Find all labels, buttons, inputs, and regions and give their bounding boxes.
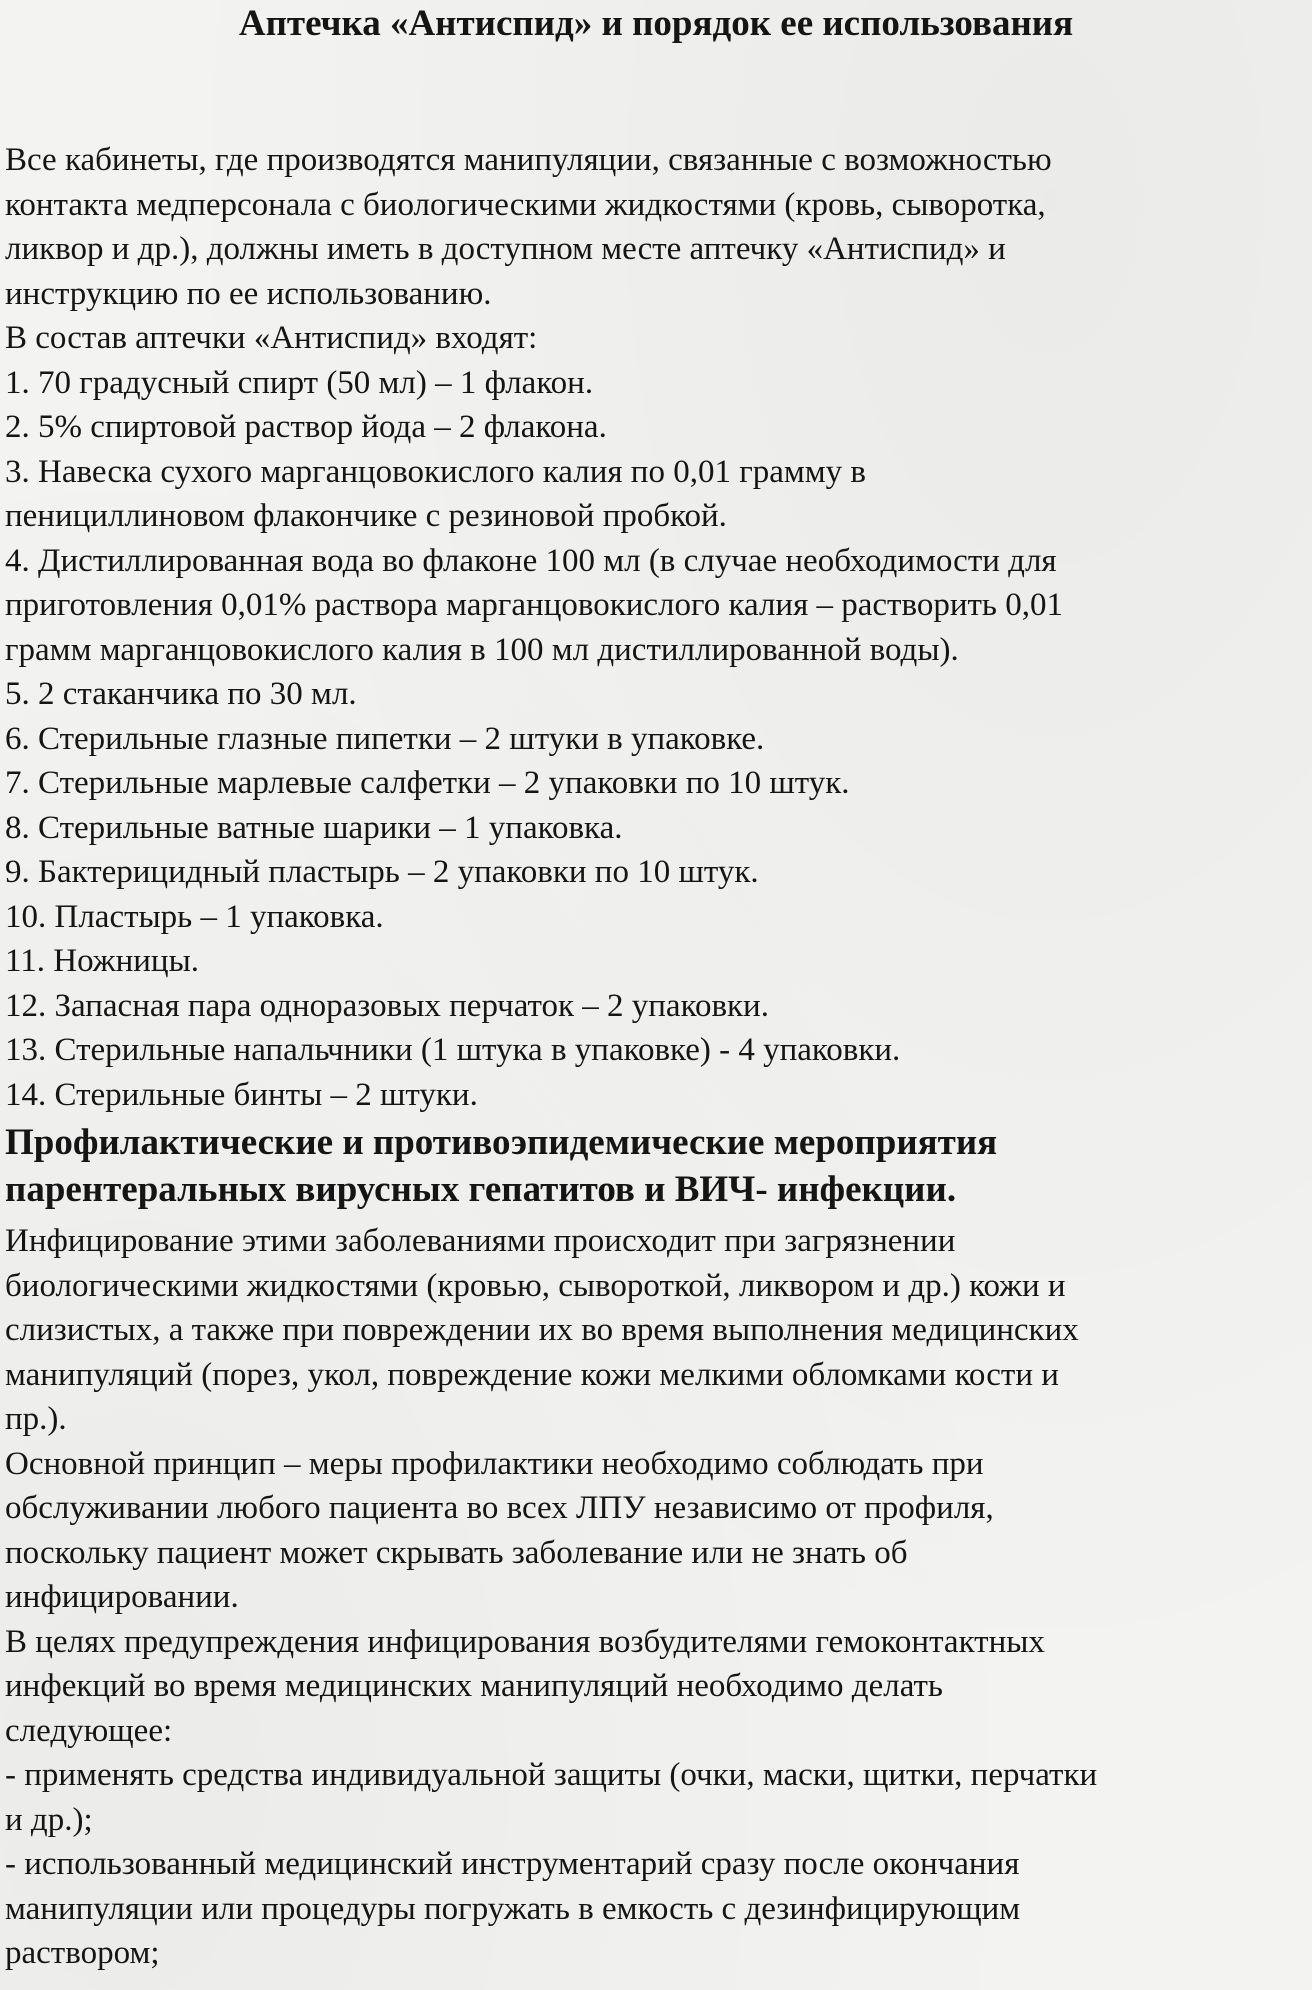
list-item: 8. Стерильные ватные шарики – 1 упаковка. — [5, 809, 623, 846]
section-line: раствором; — [5, 1935, 160, 1971]
page-title: Аптечка «Антиспид» и порядок ее использования — [238, 3, 1074, 44]
intro-paragraph — [5, 138, 1305, 316]
list-item: 11. Ножницы. — [5, 943, 199, 979]
list-item: грамм марганцовокислого калия в 100 мл дистиллированной воды). — [5, 631, 959, 668]
list-item: пенициллиновом флакончике с резиновой пробкой. — [5, 498, 727, 534]
list-item: 10. Пластырь – 1 упаковка. — [5, 898, 384, 935]
section-line: и др.); — [5, 1801, 93, 1838]
section-body — [5, 1219, 1305, 1976]
section-line: - использованный медицинский инструментарий сразу после окончания — [5, 1846, 1020, 1882]
section-line: обслуживании любого пациента во всех ЛПУ независимо от профиля, — [5, 1490, 994, 1526]
list-item: приготовления 0,01% раствора марганцовокислого калия – растворить 0,01 — [5, 587, 1063, 623]
section-line: Основной принцип – меры профилактики необходимо соблюдать при — [5, 1445, 984, 1482]
section-line: инфицировании. — [5, 1579, 239, 1615]
kit-list-intro: В состав аптечки «Антиспид» входят: — [5, 320, 538, 356]
section-heading-line: Профилактические и противоэпидемические мероприятия — [5, 1122, 998, 1163]
list-item: 13. Стерильные напальчники (1 штука в упаковке) - 4 упаковки. — [5, 1032, 901, 1068]
section-line: манипуляции или процедуры погружать в емкость с дезинфицирующим — [5, 1890, 1021, 1927]
section-line: поскольку пациент может скрывать заболевание или не знать об — [5, 1534, 908, 1571]
section-line: следующее: — [5, 1712, 173, 1749]
intro-line: инструкцию по ее использованию. — [5, 275, 492, 312]
section-line: инфекций во время медицинских манипуляций необходимо делать — [5, 1668, 943, 1704]
list-item: 12. Запасная пара одноразовых перчаток – 2 упаковки. — [5, 987, 769, 1024]
section-line: В целях предупреждения инфицирования возбудителями гемоконтактных — [5, 1623, 1045, 1660]
section-heading — [5, 1119, 997, 1213]
intro-line: Все кабинеты, где производятся манипуляции, связанные с возможностью — [5, 142, 1052, 178]
section-line: Инфицирование этими заболеваниями происходит при загрязнении — [5, 1223, 956, 1259]
list-item: 9. Бактерицидный пластырь – 2 упаковки по 10 штук. — [5, 854, 759, 890]
list-item: 3. Навеска сухого марганцовокислого калия по 0,01 грамму в — [5, 453, 866, 490]
intro-line: ликвор и др.), должны иметь в доступном месте аптечку «Антиспид» и — [5, 231, 1006, 267]
intro-line: контакта медперсонала с биологическими жидкостями (кровь, сыворотка, — [5, 186, 1046, 223]
section-line: слизистых, а также при повреждении их во время выполнения медицинских — [5, 1312, 1079, 1348]
list-item: 7. Стерильные марлевые салфетки – 2 упаковки по 10 штук. — [5, 765, 850, 801]
section-line: пр.). — [5, 1401, 67, 1437]
section-line: манипуляций (порез, укол, повреждение кожи мелкими обломками кости и — [5, 1356, 1059, 1393]
section-line: биологическими жидкостями (кровью, сывороткой, ликвором и др.) кожи и — [5, 1267, 1066, 1304]
list-item: 2. 5% спиртовой раствор йода – 2 флакона. — [5, 409, 607, 445]
section-line: - применять средства индивидуальной защиты (очки, маски, щитки, перчатки — [5, 1757, 1098, 1793]
list-item: 4. Дистиллированная вода во флаконе 100 мл (в случае необходимости для — [5, 542, 1057, 579]
list-item: 1. 70 градусный спирт (50 мл) – 1 флакон. — [5, 364, 594, 401]
list-item: 14. Стерильные бинты – 2 штуки. — [5, 1076, 478, 1113]
section-heading-line: парентеральных вирусных гепатитов и ВИЧ- инфекции. — [5, 1169, 957, 1210]
list-item: 6. Стерильные глазные пипетки – 2 штуки в упаковке. — [5, 720, 765, 757]
kit-list — [5, 316, 1305, 1117]
list-item: 5. 2 стаканчика по 30 мл. — [5, 676, 357, 712]
